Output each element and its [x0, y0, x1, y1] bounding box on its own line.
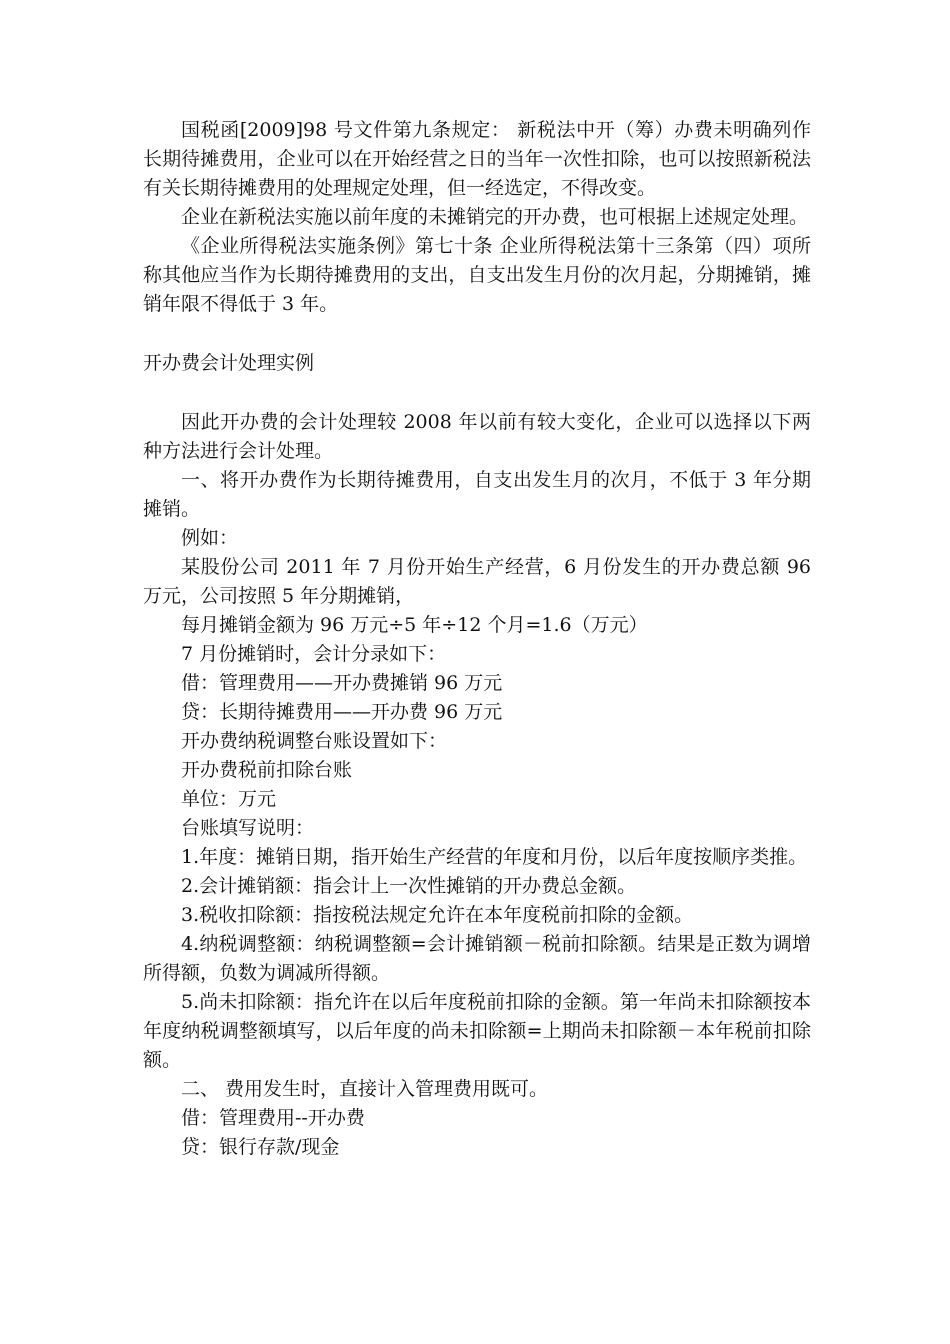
body-line: 二、 费用发生时，直接计入管理费用既可。: [181, 1078, 549, 1100]
body-line: 例如：: [181, 527, 239, 549]
paragraph-tax-notice: 国税函[2009]98 号文件第九条规定： 新税法中开（筹）办费未明确列作长期待摊费用，企业可以在开始经营之日的当年一次性扣除，也可以按照新税法有关长期待摊费用的处理规定处理，但一经选定，不得改变。: [143, 119, 811, 199]
body-line: 2.会计摊销额：指会计上一次性摊销的开办费总金额。: [181, 875, 637, 897]
body-line: 开办费税前扣除台账: [181, 759, 353, 781]
body-line: 某股份公司 2011 年 7 月份开始生产经营，6 月份发生的开办费总额 96 万元，公司按照 5 年分期摊销，: [143, 556, 811, 607]
section-heading: 开办费会计处理实例: [143, 352, 315, 374]
body-line: 4.纳税调整额：纳税调整额=会计摊销额－税前扣除额。结果是正数为调增所得额，负数为调减所得额。: [143, 933, 811, 984]
paragraph-prior-years: 企业在新税法实施以前年度的未摊销完的开办费，也可根据上述规定处理。: [181, 206, 809, 228]
body-line: 5.尚未扣除额：指允许在以后年度税前扣除的金额。第一年尚未扣除额按本年度纳税调整额填写，以后年度的尚未扣除额=上期尚未扣除额－本年税前扣除额。: [143, 991, 811, 1071]
body-line: 贷：银行存款/现金: [181, 1136, 340, 1158]
body-line: 每月摊销金额为 96 万元÷5 年÷12 个月=1.6（万元）: [181, 614, 648, 636]
body-line: 7 月份摊销时，会计分录如下：: [181, 643, 447, 665]
body-line: 单位：万元: [181, 788, 277, 810]
body-line: 开办费纳税调整台账设置如下：: [181, 730, 448, 752]
body-line: 台账填写说明：: [181, 817, 315, 839]
body-line: 因此开办费的会计处理较 2008 年以前有较大变化，企业可以选择以下两种方法进行会计处理。: [143, 411, 811, 462]
document-content: [143, 116, 811, 1162]
body-line: 1.年度：摊销日期，指开始生产经营的年度和月份，以后年度按顺序类推。: [181, 846, 808, 868]
body-line: 3.税收扣除额：指按税法规定允许在本年度税前扣除的金额。: [181, 904, 694, 926]
paragraph-regulation-article-70: 《企业所得税法实施条例》第七十条 企业所得税法第十三条第（四）项所称其他应当作为长期待摊费用的支出，自支出发生月份的次月起，分期摊销，摊销年限不得低于 3 年。: [143, 235, 811, 315]
body-line: 一、将开办费作为长期待摊费用，自支出发生月的次月，不低于 3 年分期摊销。: [143, 469, 811, 520]
body-line: 借：管理费用——开办费摊销 96 万元: [181, 672, 503, 694]
body-line: 借：管理费用--开办费: [181, 1107, 365, 1129]
body-line: 贷：长期待摊费用——开办费 96 万元: [181, 701, 503, 723]
